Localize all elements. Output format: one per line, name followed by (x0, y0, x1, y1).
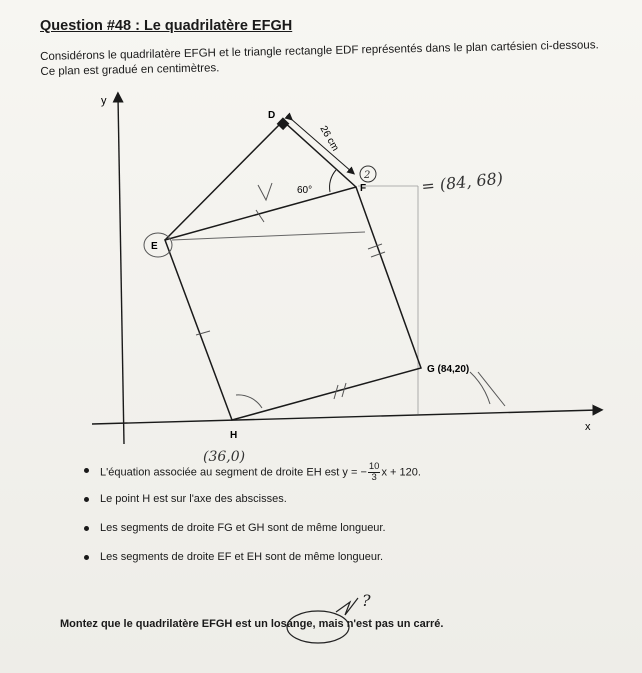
segment-ED (165, 121, 283, 240)
list-item (82, 462, 421, 491)
fraction (368, 462, 381, 483)
list-item: Les segments de droite FG et GH sont de même longueur. (82, 520, 421, 549)
fraction-denominator: 3 (371, 472, 377, 483)
point-label-g: G (84,20) (427, 364, 470, 375)
prompt-part2: , mais n'est pas un carré. (312, 618, 444, 630)
question-title: Question #48 : Le quadrilatère EFGH (40, 18, 293, 34)
pencil-arc-h (236, 395, 262, 408)
handwritten-circle-number: 2 (364, 170, 371, 181)
axis-label-y: y (101, 95, 107, 107)
intro-text: Considérons le quadrilatère EFGH et le triangle rectangle EDF représentés dans le plan cartésien ci-dessous. Ce plan est gradué en centimètres. (40, 39, 599, 78)
point-label-d: D (268, 110, 276, 121)
pencil-mark-fg-tick1 (368, 244, 382, 249)
handwritten-check-mark (336, 598, 358, 615)
y-axis (118, 97, 124, 444)
prompt-part1: Montez que le quadrilatère EFGH est un (60, 618, 271, 630)
point-label-f: F (360, 183, 367, 194)
right-angle-marker (277, 117, 290, 130)
angle-label: 60° (297, 185, 313, 196)
pencil-mark-fg-tick2 (371, 252, 385, 257)
point-label-h: H (230, 430, 238, 441)
point-label-e: E (151, 241, 158, 252)
equation-tail: x + 120. (381, 466, 421, 479)
x-axis (92, 410, 598, 424)
handwritten-f-coords: = (84, 68) (420, 168, 504, 196)
pencil-circle-e (144, 233, 172, 257)
length-arrow (290, 118, 352, 172)
list-item: Le point H est sur l'axe des abscisses. (82, 491, 421, 520)
question-prompt (60, 618, 443, 630)
list-item: Les segments de droite EF et EH sont de même longueur. (82, 549, 421, 578)
pencil-line-e-to-f-lower (172, 232, 365, 240)
prompt-keyword: losange (270, 618, 313, 630)
pencil-curve-g (470, 372, 490, 404)
equation-text: L'équation associée au segment de droite EH est y = − (100, 466, 367, 479)
quadrilateral-EFGH (165, 187, 421, 420)
length-label: 26 cm (317, 124, 341, 154)
angle-arc-f (330, 170, 336, 192)
pencil-mark-eh-tick (196, 331, 210, 335)
pencil-mark-ef-dash (256, 210, 264, 222)
pencil-line-g (478, 372, 505, 406)
pencil-hand-v (258, 183, 272, 200)
fraction-numerator: 10 (368, 461, 380, 472)
handwritten-h-coords: (36,0) (203, 449, 246, 465)
given-facts-list (82, 462, 421, 578)
handwritten-question-mark: ? (362, 591, 371, 610)
axis-label-x: x (585, 421, 591, 433)
